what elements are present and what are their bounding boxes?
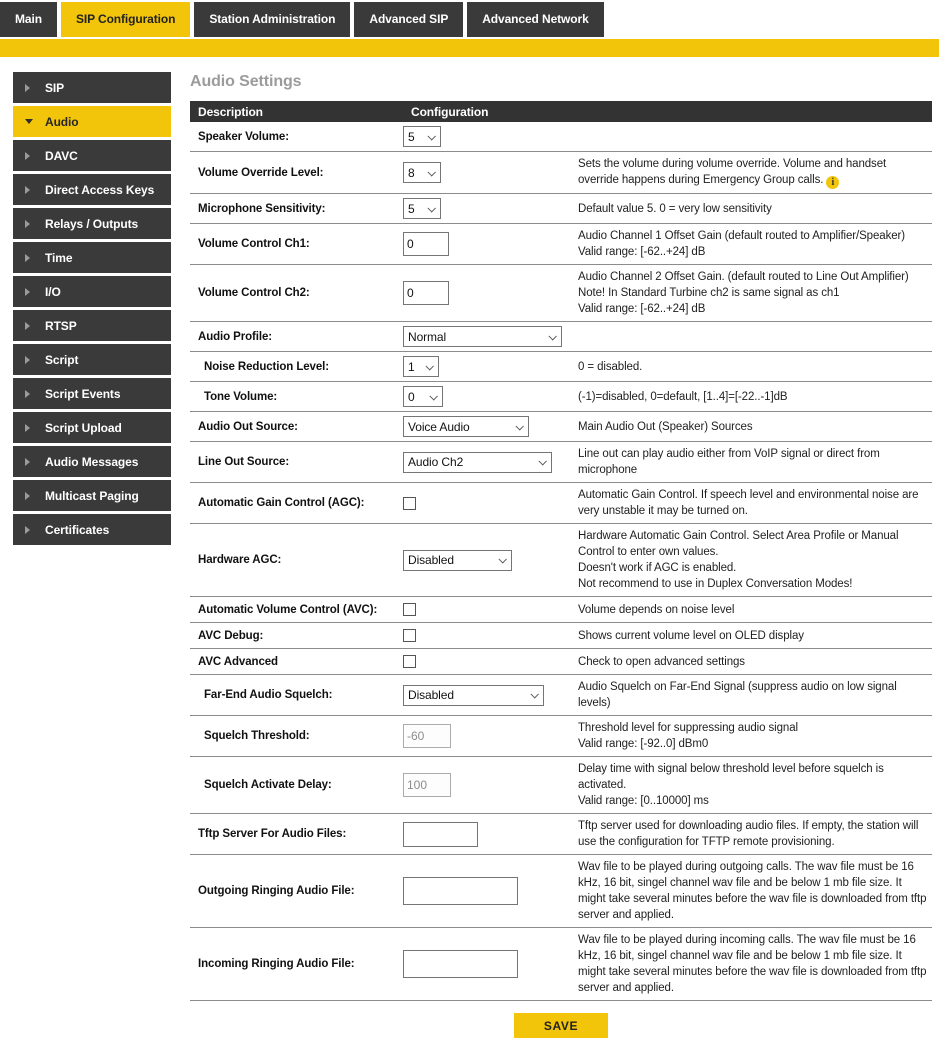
setting-widget-cell	[403, 822, 578, 847]
sidebar-item-script[interactable]	[13, 344, 171, 375]
volume-control-ch1-input[interactable]	[403, 232, 449, 256]
speaker-volume-select[interactable]	[403, 126, 441, 147]
setting-widget-cell	[403, 497, 578, 510]
setting-widget-cell	[403, 232, 578, 256]
help-line	[578, 602, 928, 618]
tab-station-administration[interactable]: Station Administration	[194, 2, 350, 37]
sidebar-item-audio[interactable]	[13, 106, 171, 137]
setting-label: Volume Override Level:	[198, 166, 324, 179]
tone-volume-select[interactable]	[403, 386, 443, 407]
sidebar-item-label: DAVC	[45, 148, 78, 163]
help-line-text: Audio Channel 1 Offset Gain (default routed to Amplifier/Speaker)	[578, 230, 905, 242]
help-line-text: (-1)=disabled, 0=default, [1..4]=[-22..-1]dB	[578, 390, 788, 403]
select-value: 5	[408, 201, 415, 216]
volume-control-ch2-input[interactable]	[403, 281, 449, 305]
table-row	[190, 524, 932, 597]
help-line	[578, 285, 928, 301]
squelch-threshold-input	[403, 724, 451, 748]
sidebar-item-multicast-paging[interactable]	[13, 480, 171, 511]
help-line	[578, 301, 928, 317]
help-line-text: Check to open advanced settings	[578, 655, 745, 668]
table-row	[190, 442, 932, 483]
setting-help-text	[578, 818, 932, 850]
sidebar-item-direct-access-keys[interactable]	[13, 174, 171, 205]
sidebar-item-i-o[interactable]	[13, 276, 171, 307]
help-line-text: Volume depends on noise level	[578, 603, 735, 616]
automatic-gain-control-agc-checkbox[interactable]	[403, 497, 416, 510]
help-line	[578, 628, 928, 644]
chevron-right-icon	[25, 526, 45, 534]
setting-help-text	[578, 228, 932, 260]
sidebar-item-label: I/O	[45, 284, 61, 299]
chevron-right-icon	[25, 390, 45, 398]
sidebar-item-label: Time	[45, 250, 73, 265]
dropdown-chevron-icon	[498, 555, 506, 563]
setting-label: Microphone Sensitivity:	[198, 202, 326, 215]
table-row	[190, 224, 932, 265]
setting-label: Audio Profile:	[198, 330, 272, 343]
help-line-text: Valid range: [-62..+24] dB	[578, 303, 706, 315]
help-line-text: Delay time with signal below threshold level before squelch is activated.	[578, 763, 884, 791]
setting-label: Far-End Audio Squelch:	[204, 689, 333, 701]
help-line-text: Note! In Standard Turbine ch2 is same signal as ch1	[578, 287, 840, 299]
help-line	[578, 560, 928, 576]
help-line	[578, 720, 928, 736]
sidebar-item-label: Direct Access Keys	[45, 182, 155, 197]
setting-widget-cell	[403, 416, 578, 437]
setting-help-text	[578, 859, 932, 923]
line-out-source-select[interactable]	[403, 452, 552, 473]
setting-label: Speaker Volume:	[198, 130, 289, 143]
setting-label: Automatic Gain Control (AGC):	[198, 497, 365, 509]
hardware-agc-select[interactable]	[403, 550, 512, 571]
setting-label: Squelch Threshold:	[204, 730, 310, 742]
setting-widget-cell	[403, 550, 578, 571]
accent-bar	[0, 39, 939, 57]
chevron-right-icon	[25, 152, 45, 160]
squelch-activate-delay-input	[403, 773, 451, 797]
sidebar-item-label: Audio	[45, 114, 79, 129]
incoming-ringing-audio-file-input[interactable]	[403, 950, 518, 978]
help-line-text: Wav file to be played during outgoing calls. The wav file must be 16 kHz, 16 bit, singel channel wav file and be below 1 mb file size. It might take several minutes before the wav file is downloaded from tftp server and applied.	[578, 861, 927, 921]
dropdown-chevron-icon	[515, 422, 523, 430]
chevron-right-icon	[25, 288, 45, 296]
dropdown-chevron-icon	[429, 392, 437, 400]
setting-label: Line Out Source:	[198, 456, 290, 468]
setting-widget-cell	[403, 603, 578, 616]
table-row	[190, 265, 932, 322]
setting-label: Squelch Activate Delay:	[204, 779, 332, 791]
tab-bar	[0, 0, 939, 37]
help-line	[578, 576, 928, 592]
setting-label: Outgoing Ringing Audio File:	[198, 885, 355, 897]
sidebar-item-time[interactable]	[13, 242, 171, 273]
tab-advanced-sip[interactable]: Advanced SIP	[354, 2, 463, 37]
setting-help-text	[578, 932, 932, 996]
help-line-text: Not recommend to use in Duplex Conversation Modes!	[578, 578, 853, 590]
table-row	[190, 597, 932, 623]
setting-label: Audio Out Source:	[198, 420, 298, 433]
sidebar	[13, 72, 171, 548]
select-value: Voice Audio	[408, 419, 470, 434]
sidebar-item-certificates[interactable]	[13, 514, 171, 545]
select-value: Disabled	[408, 688, 454, 702]
table-row	[190, 322, 932, 352]
table-row	[190, 152, 932, 194]
help-line-text: Audio Channel 2 Offset Gain. (default routed to Line Out Amplifier)	[578, 271, 909, 283]
chevron-right-icon	[25, 220, 45, 228]
setting-widget-cell	[403, 356, 578, 377]
help-line-text: Threshold level for suppressing audio signal	[578, 722, 798, 734]
sidebar-item-label: Script	[45, 352, 79, 367]
save-row	[190, 1013, 932, 1038]
setting-widget-cell	[403, 386, 578, 407]
setting-help-text	[578, 679, 932, 711]
help-line	[578, 654, 928, 670]
table-row	[190, 122, 932, 152]
setting-label: Hardware AGC:	[198, 554, 282, 566]
outgoing-ringing-audio-file-input[interactable]	[403, 877, 518, 905]
table-row	[190, 814, 932, 855]
setting-widget-cell	[403, 452, 578, 473]
page-title: Audio Settings	[190, 73, 302, 90]
volume-override-level-select[interactable]	[403, 162, 441, 183]
setting-widget-cell	[403, 655, 578, 668]
select-value: Audio Ch2	[408, 455, 464, 469]
setting-help-text	[578, 419, 932, 435]
dropdown-chevron-icon	[425, 362, 433, 370]
help-line	[578, 736, 928, 752]
chevron-right-icon	[25, 492, 45, 500]
setting-help-text	[578, 720, 932, 752]
table-row	[190, 412, 932, 442]
column-header-description: Description	[198, 104, 263, 119]
setting-help-text	[578, 446, 932, 478]
avc-debug-checkbox[interactable]	[403, 629, 416, 642]
tftp-server-for-audio-files-input[interactable]	[403, 822, 478, 847]
table-row	[190, 382, 932, 412]
sidebar-item-rtsp[interactable]	[13, 310, 171, 341]
automatic-volume-control-avc-checkbox[interactable]	[403, 603, 416, 616]
chevron-down-icon	[25, 119, 45, 124]
sidebar-item-sip[interactable]	[13, 72, 171, 103]
sidebar-item-label: Script Upload	[45, 420, 122, 435]
dropdown-chevron-icon	[538, 457, 546, 465]
help-line-text: Line out can play audio either from VoIP signal or direct from microphone	[578, 448, 880, 476]
help-line	[578, 244, 928, 260]
setting-widget-cell	[403, 126, 578, 147]
setting-help-text	[578, 528, 932, 592]
noise-reduction-level-select[interactable]	[403, 356, 439, 377]
audio-out-source-select[interactable]	[403, 416, 529, 437]
avc-advanced-checkbox[interactable]	[403, 655, 416, 668]
chevron-right-icon	[25, 254, 45, 262]
dropdown-chevron-icon	[427, 132, 435, 140]
setting-widget-cell	[403, 198, 578, 219]
setting-widget-cell	[403, 877, 578, 905]
table-row	[190, 352, 932, 382]
table-row	[190, 855, 932, 928]
help-line-text: Automatic Gain Control. If speech level and environmental noise are very unstable it may be turned on.	[578, 489, 919, 517]
setting-help-text	[578, 201, 932, 217]
select-value: 1	[408, 359, 415, 374]
help-line-text: Shows current volume level on OLED display	[578, 629, 804, 642]
sidebar-item-label: Audio Messages	[45, 454, 139, 469]
column-header-configuration: Configuration	[411, 104, 489, 119]
table-row	[190, 716, 932, 757]
sidebar-item-label: Multicast Paging	[45, 488, 139, 503]
setting-label: AVC Debug:	[198, 629, 264, 642]
table-row	[190, 928, 932, 1001]
sidebar-item-audio-messages[interactable]	[13, 446, 171, 477]
tab-advanced-network[interactable]: Advanced Network	[467, 2, 603, 37]
sidebar-item-label: SIP	[45, 80, 65, 95]
help-line-text: Main Audio Out (Speaker) Sources	[578, 420, 753, 433]
setting-help-text	[578, 269, 932, 317]
help-line	[578, 359, 928, 375]
setting-help-text	[578, 628, 932, 644]
select-value: 8	[408, 165, 415, 180]
help-line-text: Wav file to be played during incoming calls. The wav file must be 16 kHz, 16 bit, singel channel wav file and be below 1 mb file size. It might take several minutes before the wav file is downloaded from tftp server and applied.	[578, 934, 927, 994]
help-line-text: Valid range: [-62..+24] dB	[578, 246, 706, 258]
help-line	[578, 793, 928, 809]
sidebar-item-script-upload[interactable]	[13, 412, 171, 443]
setting-help-text	[578, 654, 932, 670]
setting-label: Automatic Volume Control (AVC):	[198, 603, 378, 616]
table-body	[190, 122, 932, 1001]
help-line-text: Default value 5. 0 = very low sensitivity	[578, 202, 772, 215]
setting-label: Noise Reduction Level:	[204, 360, 329, 373]
dropdown-chevron-icon	[427, 204, 435, 212]
help-line	[578, 761, 928, 793]
sidebar-item-script-events[interactable]	[13, 378, 171, 409]
setting-help-text	[578, 487, 932, 519]
help-line-text: 0 = disabled.	[578, 360, 643, 373]
main-layout	[0, 57, 939, 1038]
help-line-text: Hardware Automatic Gain Control. Select Area Profile or Manual Control to enter own values.	[578, 530, 899, 558]
help-line	[578, 528, 928, 560]
sidebar-item-relays-outputs[interactable]	[13, 208, 171, 239]
help-line	[578, 446, 928, 478]
setting-widget-cell	[403, 162, 578, 183]
help-line	[578, 932, 928, 996]
chevron-right-icon	[25, 186, 45, 194]
setting-help-text	[578, 156, 932, 189]
select-value: 0	[408, 389, 415, 404]
help-line	[578, 269, 928, 285]
microphone-sensitivity-select[interactable]	[403, 198, 441, 219]
table-row	[190, 675, 932, 716]
chevron-right-icon	[25, 322, 45, 330]
tab-sip-configuration[interactable]: SIP Configuration	[61, 2, 190, 37]
audio-profile-select[interactable]	[403, 326, 562, 347]
help-line-text: Audio Squelch on Far-End Signal (suppress audio on low signal levels)	[578, 681, 897, 709]
help-line-text: Valid range: [-92..0] dBm0	[578, 738, 709, 750]
setting-widget-cell	[403, 773, 578, 797]
setting-widget-cell	[403, 724, 578, 748]
dropdown-chevron-icon	[548, 332, 556, 340]
select-value: Disabled	[408, 553, 454, 567]
dropdown-chevron-icon	[530, 690, 538, 698]
sidebar-item-label: Certificates	[45, 522, 110, 537]
sidebar-item-davc[interactable]	[13, 140, 171, 171]
table-row	[190, 194, 932, 224]
settings-table	[190, 101, 932, 1001]
help-line-text: Tftp server used for downloading audio files. If empty, the station will use the configuration for TFTP remote provisioning.	[578, 820, 919, 848]
chevron-right-icon	[25, 84, 45, 92]
table-row	[190, 623, 932, 649]
sidebar-item-label: Relays / Outputs	[45, 216, 139, 231]
help-line	[578, 389, 928, 405]
table-row	[190, 649, 932, 675]
help-line-text: Sets the volume during volume override. Volume and handset override happens during Emergency Group calls.	[578, 158, 887, 186]
content-area	[190, 67, 932, 1038]
setting-help-text	[578, 359, 932, 375]
setting-label: Volume Control Ch2:	[198, 287, 310, 299]
table-row	[190, 483, 932, 524]
setting-label: Incoming Ringing Audio File:	[198, 958, 355, 970]
far-end-audio-squelch-select[interactable]	[403, 685, 544, 706]
tab-main[interactable]: Main	[0, 2, 57, 37]
setting-label: AVC Advanced	[198, 655, 278, 668]
table-header-row	[190, 101, 932, 122]
table-row	[190, 757, 932, 814]
setting-widget-cell	[403, 685, 578, 706]
info-icon[interactable]: i	[826, 176, 839, 189]
select-value: Normal	[408, 329, 447, 344]
setting-widget-cell	[403, 629, 578, 642]
help-line-text: Doesn't work if AGC is enabled.	[578, 562, 737, 574]
help-line-text: Valid range: [0..10000] ms	[578, 795, 709, 807]
help-line	[578, 419, 928, 435]
dropdown-chevron-icon	[427, 168, 435, 176]
help-line	[578, 487, 928, 519]
setting-help-text	[578, 602, 932, 618]
help-line	[578, 818, 928, 850]
select-value: 5	[408, 129, 415, 144]
sidebar-item-label: Script Events	[45, 386, 121, 401]
setting-widget-cell	[403, 950, 578, 978]
chevron-right-icon	[25, 356, 45, 364]
help-line	[578, 679, 928, 711]
setting-label: Tone Volume:	[204, 390, 278, 403]
setting-label: Volume Control Ch1:	[198, 238, 310, 250]
save-button[interactable]: SAVE	[514, 1013, 608, 1038]
chevron-right-icon	[25, 458, 45, 466]
help-line	[578, 859, 928, 923]
chevron-right-icon	[25, 424, 45, 432]
setting-help-text	[578, 389, 932, 405]
sidebar-item-label: RTSP	[45, 318, 77, 333]
setting-help-text	[578, 761, 932, 809]
help-line	[578, 228, 928, 244]
help-line	[578, 156, 928, 189]
setting-widget-cell	[403, 281, 578, 305]
help-line	[578, 201, 928, 217]
setting-widget-cell	[403, 326, 578, 347]
setting-label: Tftp Server For Audio Files:	[198, 828, 347, 840]
